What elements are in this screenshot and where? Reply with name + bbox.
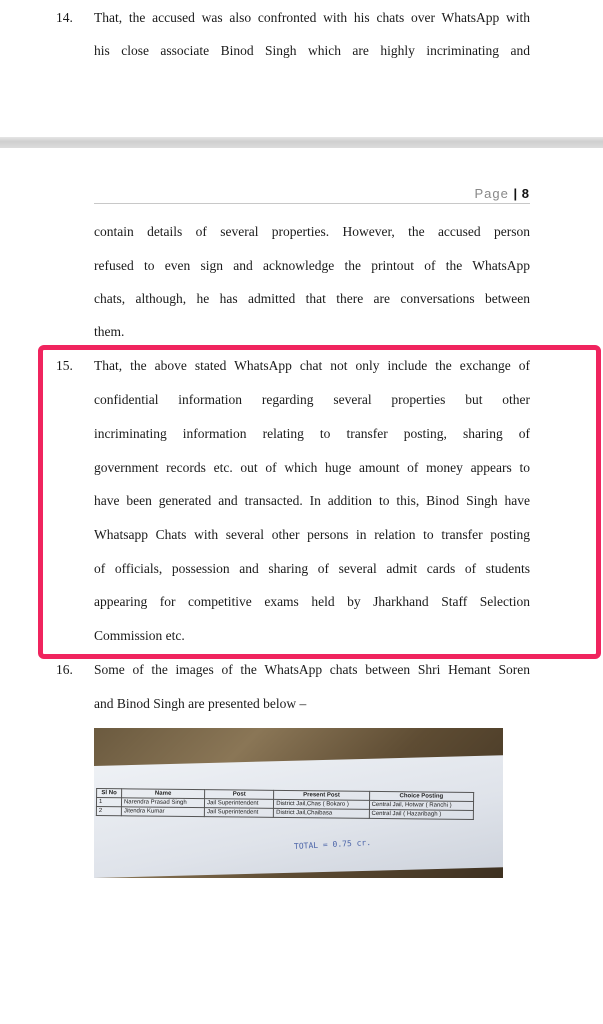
table-cell: 2	[96, 807, 121, 816]
page-break-divider	[0, 137, 603, 148]
table-header: Present Post	[274, 790, 369, 800]
para14-number: 14.	[56, 10, 73, 25]
para14-cont-line-3: chats, although, he has admitted that there are conversations between	[94, 291, 530, 306]
table-cell: 1	[96, 798, 121, 807]
para16-line-2: and Binod Singh are presented below –	[94, 696, 307, 711]
para15-line-9: Commission etc.	[94, 628, 185, 643]
para15-line-4: government records etc. out of which huge amount of money appears to	[94, 460, 530, 475]
table-cell: Central Jail, Hotwar ( Ranchi )	[369, 800, 473, 810]
para15-line-5: have been generated and transacted. In addition to this, Binod Singh have	[94, 493, 530, 508]
para15-number: 15.	[56, 358, 73, 373]
para15-line-2: confidential information regarding several properties but other	[94, 392, 530, 407]
table-header: Post	[205, 790, 274, 800]
table-header: Sl No	[97, 789, 122, 798]
para15-line-1: That, the above stated WhatsApp chat not only include the exchange of	[94, 358, 530, 373]
table-cell: District Jail,Chaibasa	[274, 808, 369, 818]
table-cell: Jail Superintendent	[205, 799, 274, 809]
para15-line-7: of officials, possession and sharing of several admit cards of students	[94, 561, 530, 576]
para15-line-6: Whatsapp Chats with several other persons in relation to transfer posting	[94, 527, 530, 542]
para14-line-1: That, the accused was also confronted with his chats over WhatsApp with	[94, 10, 530, 25]
para14-cont-line-2: refused to even sign and acknowledge the printout of the WhatsApp	[94, 258, 530, 273]
posting-table	[96, 788, 474, 820]
para15-line-3: incriminating information relating to transfer posting, sharing of	[94, 426, 530, 441]
evidence-photo	[94, 728, 503, 878]
para14-cont-line-1: contain details of several properties. However, the accused person	[94, 224, 530, 239]
table-cell: Narendra Prasad Singh	[121, 798, 204, 808]
handwritten-note: TOTAL = 0.75 cr.	[293, 837, 372, 852]
page-number-value: 8	[521, 186, 529, 201]
table-header: Choice Posting	[369, 791, 473, 801]
table-cell: Central Jail ( Hazaribagh )	[369, 809, 473, 819]
page-number	[475, 186, 530, 201]
table-cell: Jitendra Kumar	[121, 807, 204, 817]
table-cell: District Jail,Chas ( Bokaro )	[274, 799, 369, 809]
para15-line-8: appearing for competitive exams held by Jharkhand Staff Selection	[94, 594, 530, 609]
page-separator: |	[513, 186, 518, 201]
page-label: Page	[474, 186, 509, 201]
table-cell: Jail Superintendent	[204, 808, 273, 818]
para16-number: 16.	[56, 662, 73, 677]
para16-line-1: Some of the images of the WhatsApp chats between Shri Hemant Soren	[94, 662, 530, 677]
para14-cont-line-4: them.	[94, 324, 125, 339]
header-rule	[94, 203, 530, 204]
table-header: Name	[122, 789, 205, 799]
para14-line-2: his close associate Binod Singh which are highly incriminating and	[94, 43, 530, 58]
